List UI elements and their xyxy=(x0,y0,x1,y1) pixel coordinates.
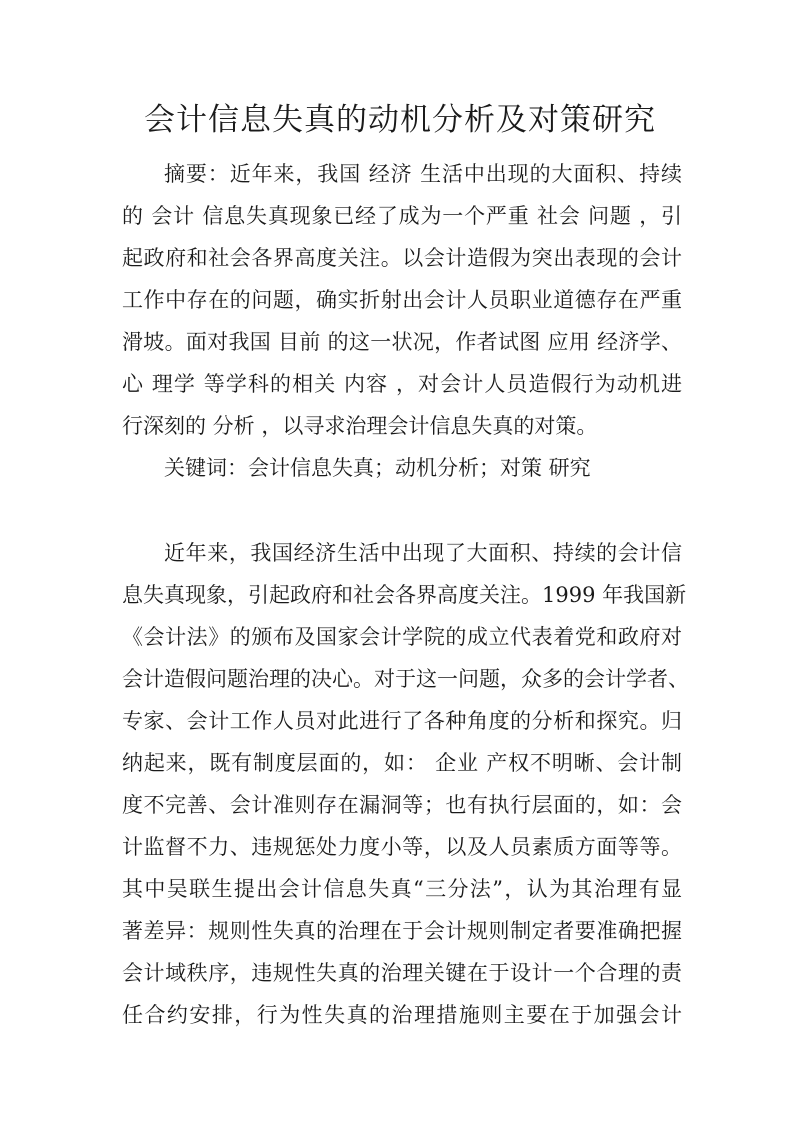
body-line: 纳起来，既有制度层面的，如： 企业 产权不明晰、会计制 xyxy=(122,751,682,775)
body-line: 会计域秩序，违规性失真的治理关键在于设计一个合理的责 xyxy=(122,961,682,985)
body-line: 《会计法》的颁布及国家会计学院的成立代表着党和政府对 xyxy=(122,625,682,649)
body-line: 专家、会计工作人员对此进行了各种角度的分析和探究。归 xyxy=(122,709,682,733)
abstract-line: 工作中存在的问题，确实折射出会计人员职业道德存在严重 xyxy=(122,288,682,312)
keywords-line: 关键词：会计信息失真；动机分析；对策 研究 xyxy=(164,456,591,480)
abstract-line: 的 会计 信息失真现象已经了成为一个严重 社会 问题 ，引 xyxy=(122,204,682,228)
body-line: 会计造假问题治理的决心。对于这一问题，众多的会计学者、 xyxy=(122,667,689,691)
body-line: 其中吴联生提出会计信息失真“三分法”，认为其治理有显 xyxy=(122,877,682,901)
body-line: 著差异：规则性失真的治理在于会计规则制定者要准确把握 xyxy=(122,919,682,943)
abstract-line: 心 理学 等学科的相关 内容 ，对会计人员造假行为动机进 xyxy=(122,372,682,396)
body-line: 息失真现象，引起政府和社会各界高度关注。1999 年我国新 xyxy=(122,583,687,607)
abstract-line: 滑坡。面对我国 目前 的这一状况，作者试图 应用 经济学、 xyxy=(122,330,682,354)
body-line: 任合约安排，行为性失真的治理措施则主要在于加强会计 xyxy=(122,1003,682,1027)
body-line: 近年来，我国经济生活中出现了大面积、持续的会计信 xyxy=(164,541,682,565)
abstract-line: 起政府和社会各界高度关注。以会计造假为突出表现的会计 xyxy=(122,246,682,270)
body-line: 计监督不力、违规惩处力度小等，以及人员素质方面等等。 xyxy=(122,835,682,859)
document-title: 会计信息失真的动机分析及对策研究 xyxy=(144,102,656,138)
body-line: 度不完善、会计准则存在漏洞等；也有执行层面的，如：会 xyxy=(122,793,682,817)
abstract-line: 行深刻的 分析 ，以寻求治理会计信息失真的对策。 xyxy=(122,414,598,438)
abstract-line: 摘要：近年来，我国 经济 生活中出现的大面积、持续 xyxy=(164,162,682,186)
